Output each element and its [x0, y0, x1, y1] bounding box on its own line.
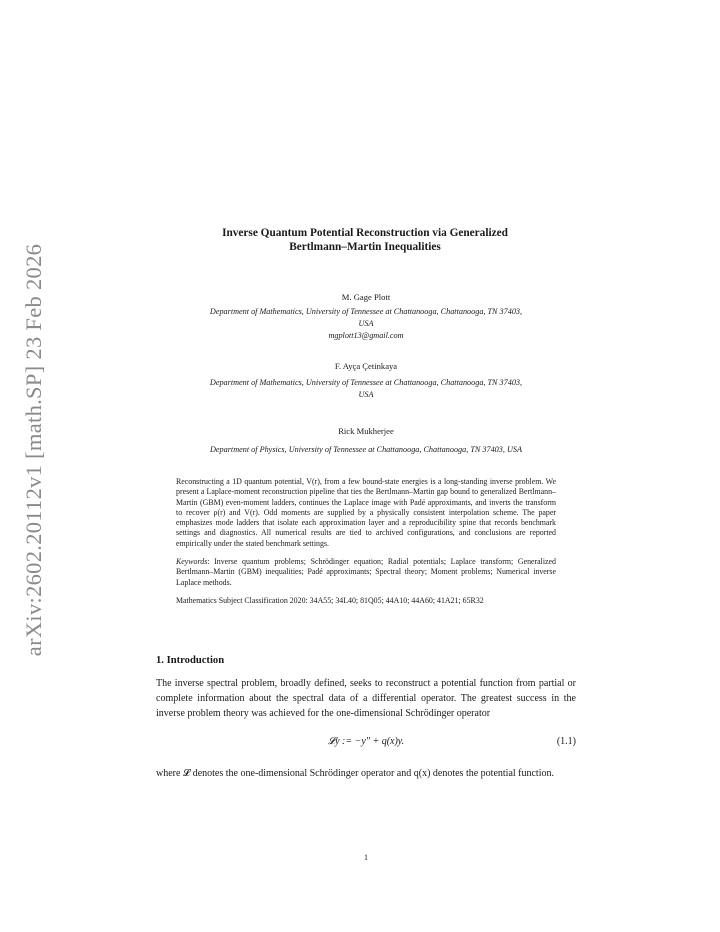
author-1-affiliation-line2: USA: [358, 319, 374, 328]
author-2-affiliation-line1: Department of Mathematics, University of Tennessee at Chattanooga, Chattanooga, TN 37403,: [209, 378, 523, 387]
msc-classification: Mathematics Subject Classification 2020: 34A55; 34L40; 81Q05; 44A10; 44A60; 41A21; 65R32: [176, 595, 484, 605]
author-1-email: mgplott13@gmail.com: [328, 331, 404, 340]
page-number: 1: [364, 853, 368, 862]
author-1-name: M. Gage Plott: [341, 292, 391, 302]
equation-1-1: [156, 736, 576, 751]
author-2-affiliation: [150, 377, 582, 401]
author-2-name: F. Ayça Çetinkaya: [334, 361, 398, 371]
after-equation-paragraph: where 𝓛 denotes the one-dimensional Schrödinger operator and q(x) denotes the potential function.: [156, 768, 554, 779]
keywords-label: Keywords: [176, 557, 208, 567]
keywords-text: : Inverse quantum problems; Schrödinger equation; Radial potentials; Laplace transform; Generalized Bertlmann–Martin (GBM) inequalities; Padé approximants; Spectral theory; Moment problems; Numerical inverse Laplace methods.: [176, 557, 556, 587]
abstract-block: [176, 477, 556, 614]
arxiv-identifier: arXiv:2602.20112v1 [math.SP] 23 Feb 2026: [21, 243, 46, 657]
author-2-affiliation-line2: USA: [358, 390, 374, 399]
author-1-affiliation-line1: Department of Mathematics, University of Tennessee at Chattanooga, Chattanooga, TN 37403,: [209, 307, 523, 316]
paper-title: [150, 226, 580, 254]
arxiv-sidebar: [10, 0, 58, 932]
title-line-1: Inverse Quantum Potential Reconstruction via Generalized: [222, 227, 508, 239]
equation-body: 𝓛y := −y″ + q(x)y.: [327, 736, 405, 747]
author-1-affiliation: [150, 306, 582, 330]
intro-paragraph: The inverse spectral problem, broadly defined, seeks to reconstruct a potential function from partial or complete information about the spectral data of a differential operator. The greatest success in the inverse problem theory was achieved for the one-dimensional Schrödinger operator: [156, 678, 576, 719]
section-heading-introduction: 1. Introduction: [156, 655, 225, 666]
author-3-affiliation: Department of Physics, University of Tennessee at Chattanooga, Chattanooga, TN 37403, USA: [210, 445, 522, 454]
author-3-name: Rick Mukherjee: [338, 426, 394, 436]
keywords: [176, 557, 556, 588]
equation-number: (1.1): [556, 736, 576, 747]
title-line-2: Bertlmann–Martin Inequalities: [289, 241, 441, 253]
abstract-text: Reconstructing a 1D quantum potential, V(r), from a few bound-state energies is a long-standing inverse problem. We present a Laplace-moment reconstruction pipeline that ties the Bertlmann–Martin gap bound to generalized Bertlmann–Martin (GBM) even-moment ladders, continues the Laplace image with Padé approximants, and inverts the transform to recover ρ(r) and V(r). Odd moments are supplied by a physically consistent interpolation scheme. The paper emphasizes mode ladders that isolate each approximation layer and a reproducibility spine that records benchmark settings and diagnostics. All numerical results are tied to archived configurations, and conclusions are reported empirically under the stated benchmark settings.: [176, 477, 556, 548]
